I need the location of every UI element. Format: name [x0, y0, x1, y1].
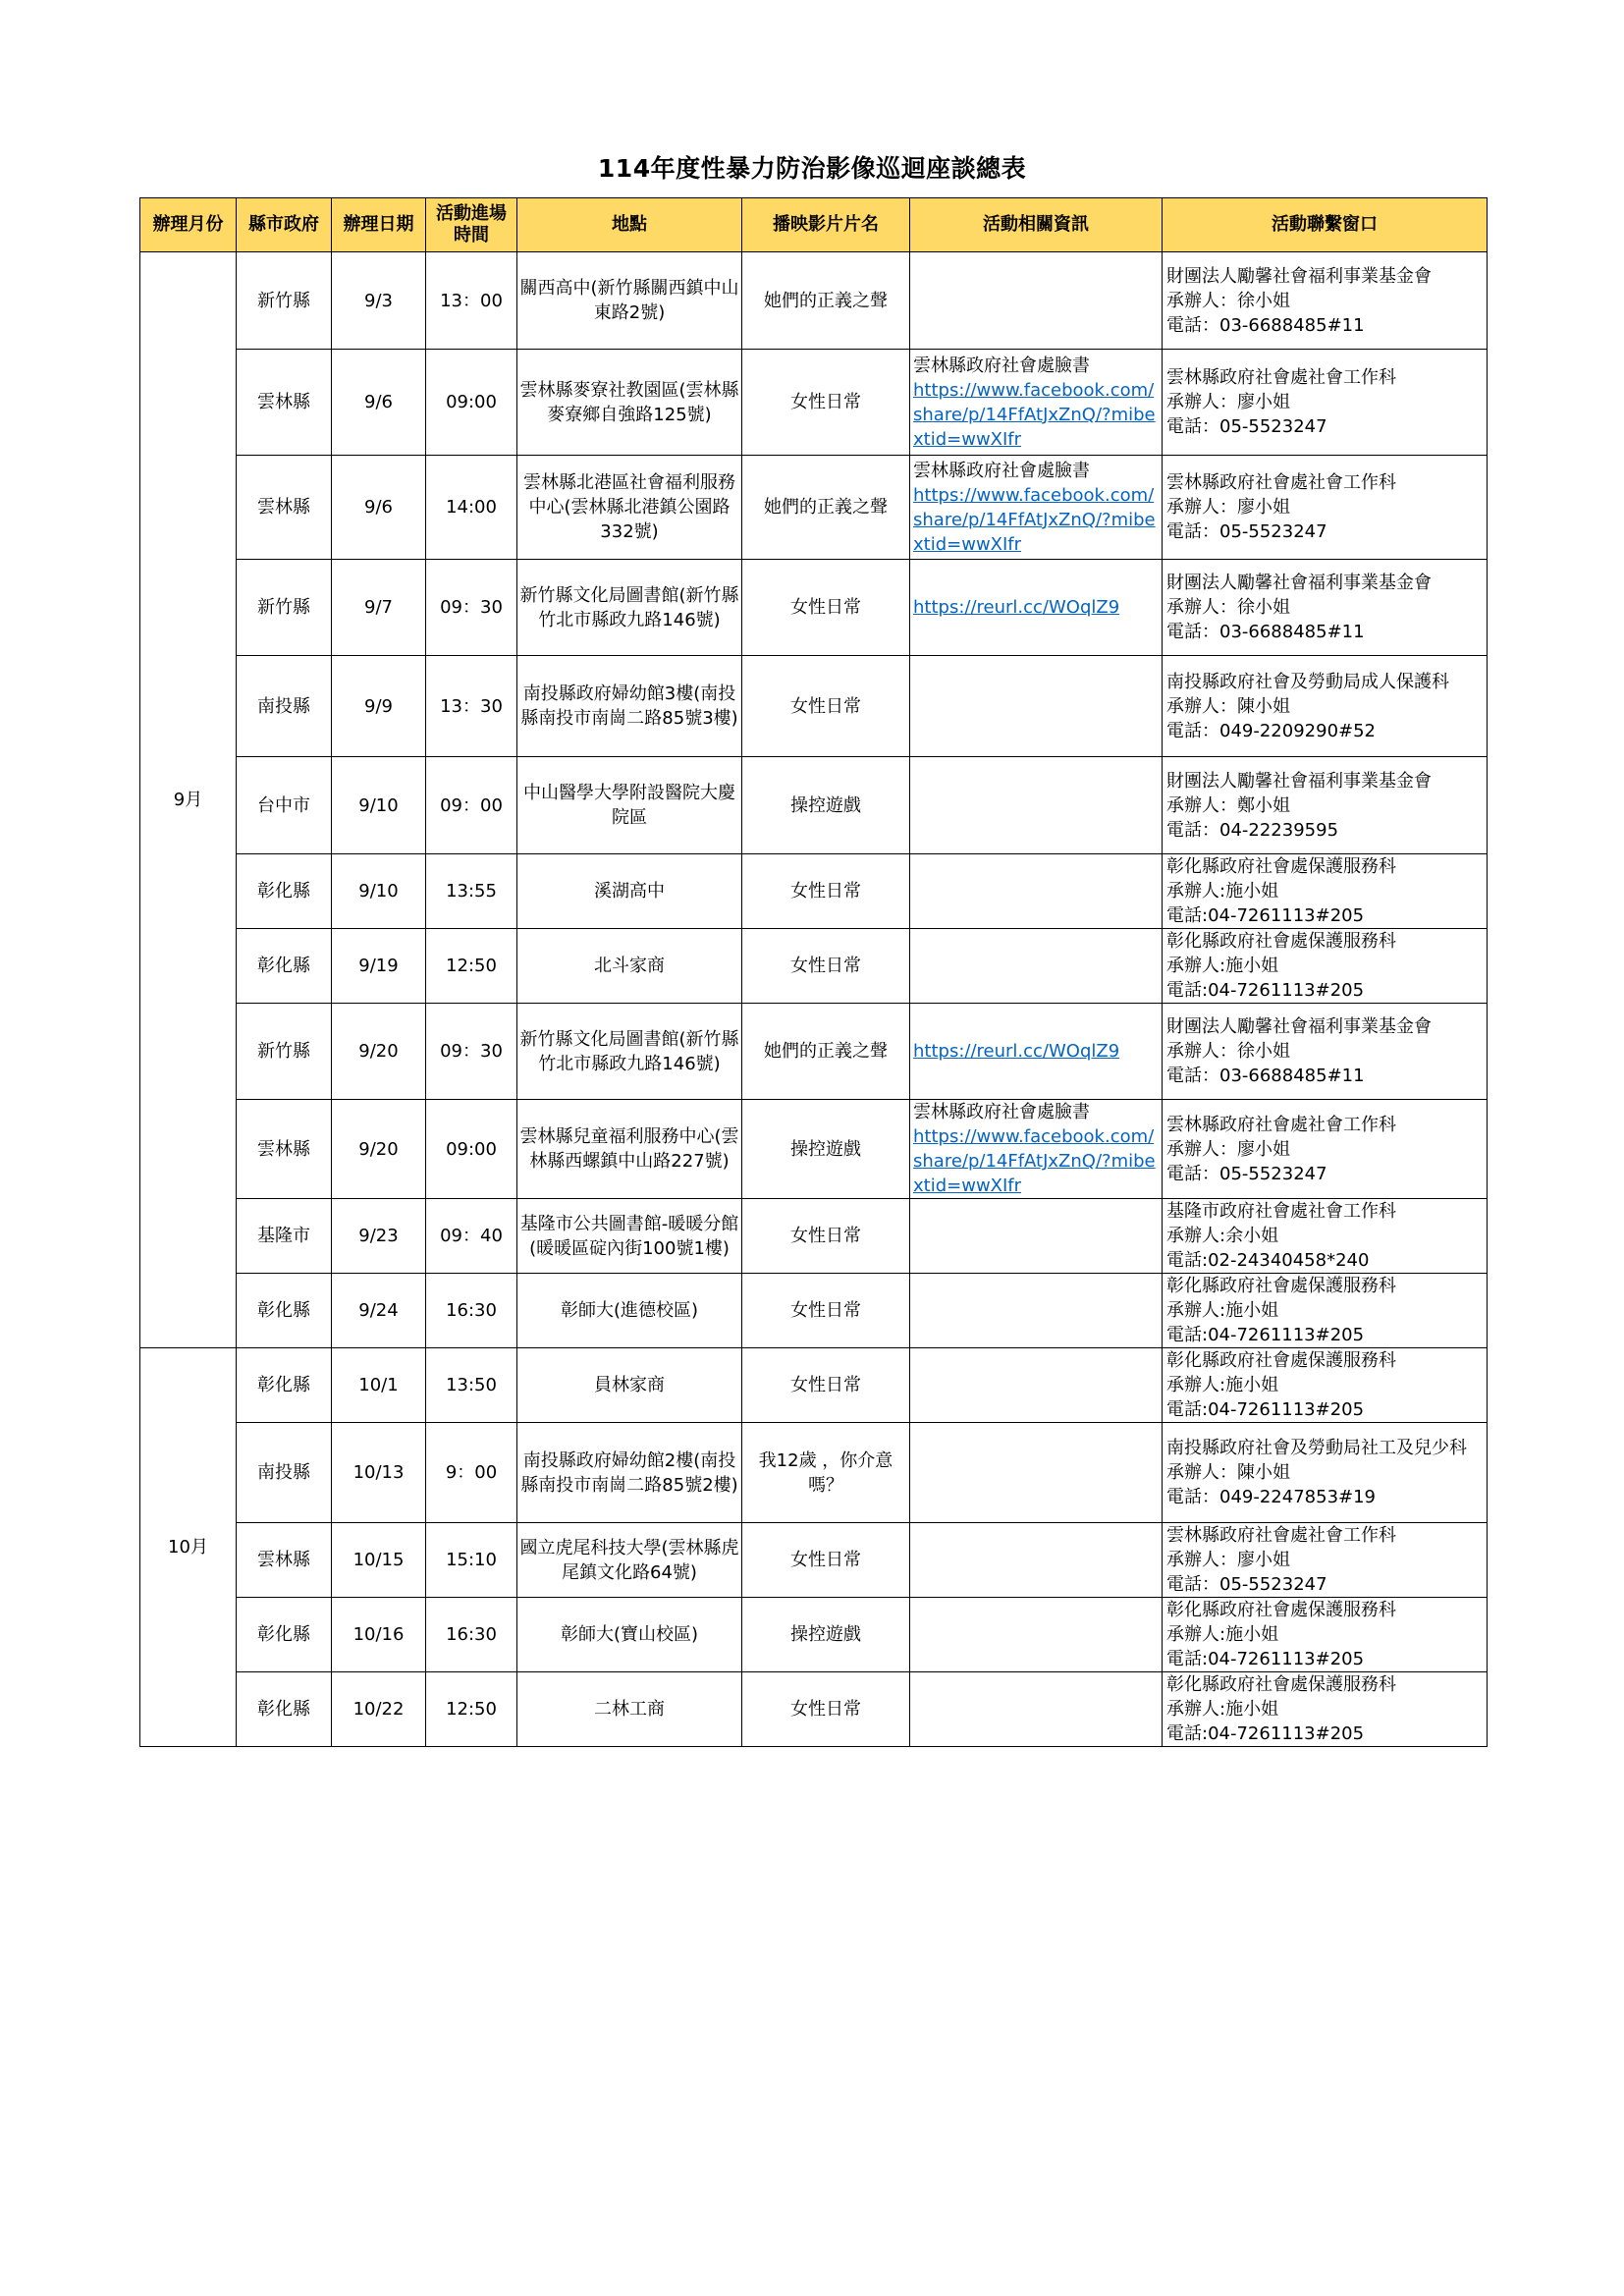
- time-cell: 09:00: [426, 350, 517, 456]
- header-time: 活動進場時間: [426, 198, 517, 252]
- film-cell: 女性日常: [742, 560, 910, 656]
- info-cell: [910, 1672, 1163, 1747]
- date-cell: 9/10: [332, 757, 426, 854]
- venue-cell: 雲林縣兒童福利服務中心(雲林縣西螺鎮中山路227號): [517, 1100, 742, 1199]
- time-cell: 9：00: [426, 1423, 517, 1523]
- contact-line: 承辦人：陳小姐: [1166, 695, 1290, 717]
- header-film: 播映影片片名: [742, 198, 910, 252]
- date-cell: 9/6: [332, 350, 426, 456]
- venue-cell: 新竹縣文化局圖書館(新竹縣竹北市縣政九路146號): [517, 560, 742, 656]
- info-text: 雲林縣政府社會處臉書: [913, 460, 1090, 481]
- county-cell: 新竹縣: [237, 252, 332, 350]
- film-cell: 女性日常: [742, 1672, 910, 1747]
- contact-cell: [1163, 1199, 1488, 1274]
- county-cell: 彰化縣: [237, 1348, 332, 1423]
- month-cell: 10月: [140, 1348, 237, 1747]
- contact-line: 財團法人勵馨社會福利事業基金會: [1166, 1016, 1432, 1037]
- contact-line: 電話：049-2209290#52: [1166, 720, 1377, 741]
- contact-line: 承辦人：廖小姐: [1166, 392, 1290, 412]
- info-cell: [910, 252, 1163, 350]
- county-cell: 雲林縣: [237, 350, 332, 456]
- contact-line: 電話:04-7261113#205: [1166, 905, 1365, 926]
- contact-line: 彰化縣政府社會處保護服務科: [1166, 1276, 1396, 1296]
- film-cell: 女性日常: [742, 929, 910, 1004]
- contact-line: 承辦人:施小姐: [1166, 956, 1279, 976]
- table-row: [140, 929, 1488, 1004]
- county-cell: 彰化縣: [237, 1274, 332, 1348]
- date-cell: 9/9: [332, 656, 426, 757]
- header-county: 縣市政府: [237, 198, 332, 252]
- info-link[interactable]: https://www.facebook.com/share/p/14FfAtJxZnQ/?mibextid=wwXIfr: [913, 1126, 1156, 1196]
- county-cell: 南投縣: [237, 656, 332, 757]
- venue-cell: 國立虎尾科技大學(雲林縣虎尾鎮文化路64號): [517, 1523, 742, 1598]
- time-cell: 13:55: [426, 854, 517, 929]
- info-cell[interactable]: [910, 1004, 1163, 1100]
- time-cell: 09：30: [426, 560, 517, 656]
- venue-cell: 彰師大(進德校區): [517, 1274, 742, 1348]
- venue-cell: 南投縣政府婦幼館2樓(南投縣南投市南崗二路85號2樓): [517, 1423, 742, 1523]
- film-cell: 她們的正義之聲: [742, 1004, 910, 1100]
- contact-line: 彰化縣政府社會處保護服務科: [1166, 1674, 1396, 1695]
- venue-cell: 關西高中(新竹縣關西鎮中山東路2號): [517, 252, 742, 350]
- table-row: [140, 1004, 1488, 1100]
- date-cell: 9/20: [332, 1100, 426, 1199]
- venue-cell: 雲林縣北港區社會福利服務中心(雲林縣北港鎮公園路332號): [517, 456, 742, 560]
- film-cell: 女性日常: [742, 1348, 910, 1423]
- date-cell: 9/10: [332, 854, 426, 929]
- table-row: [140, 1274, 1488, 1348]
- info-cell: [910, 656, 1163, 757]
- info-cell[interactable]: [910, 350, 1163, 456]
- contact-line: 承辦人:施小姐: [1166, 881, 1279, 902]
- table-row: [140, 1598, 1488, 1672]
- contact-cell: [1163, 929, 1488, 1004]
- time-cell: 13：30: [426, 656, 517, 757]
- film-cell: 女性日常: [742, 656, 910, 757]
- info-cell: [910, 757, 1163, 854]
- contact-line: 電話:04-7261113#205: [1166, 980, 1365, 1001]
- county-cell: 基隆市: [237, 1199, 332, 1274]
- contact-line: 承辦人:施小姐: [1166, 1375, 1279, 1395]
- info-cell: [910, 1423, 1163, 1523]
- contact-line: 承辦人：廖小姐: [1166, 497, 1290, 518]
- header-contact: 活動聯繫窗口: [1163, 198, 1488, 252]
- contact-line: 承辦人：陳小姐: [1166, 1462, 1290, 1483]
- header-info: 活動相關資訊: [910, 198, 1163, 252]
- time-cell: 09：40: [426, 1199, 517, 1274]
- venue-cell: 新竹縣文化局圖書館(新竹縣竹北市縣政九路146號): [517, 1004, 742, 1100]
- venue-cell: 基隆市公共圖書館-暖暖分館(暖暖區碇內街100號1樓): [517, 1199, 742, 1274]
- date-cell: 9/24: [332, 1274, 426, 1348]
- county-cell: 南投縣: [237, 1423, 332, 1523]
- venue-cell: 二林工商: [517, 1672, 742, 1747]
- table-row: [140, 1348, 1488, 1423]
- date-cell: 10/15: [332, 1523, 426, 1598]
- date-cell: 9/23: [332, 1199, 426, 1274]
- contact-cell: [1163, 1348, 1488, 1423]
- contact-line: 承辦人:施小姐: [1166, 1624, 1279, 1645]
- time-cell: 14:00: [426, 456, 517, 560]
- info-cell: [910, 1598, 1163, 1672]
- table-body: [140, 252, 1488, 1747]
- month-cell: 9月: [140, 252, 237, 1348]
- county-cell: 雲林縣: [237, 1523, 332, 1598]
- info-text: 雲林縣政府社會處臉書: [913, 1102, 1090, 1122]
- contact-line: 電話：05-5523247: [1166, 416, 1327, 437]
- date-cell: 10/22: [332, 1672, 426, 1747]
- contact-line: 承辦人:施小姐: [1166, 1699, 1279, 1720]
- contact-cell: [1163, 1672, 1488, 1747]
- info-link[interactable]: https://reurl.cc/WOqlZ9: [913, 597, 1120, 618]
- contact-line: 電話:04-7261113#205: [1166, 1325, 1365, 1345]
- contact-line: 電話：04-22239595: [1166, 819, 1339, 841]
- table-row: [140, 1523, 1488, 1598]
- time-cell: 13：00: [426, 252, 517, 350]
- contact-line: 雲林縣政府社會處社會工作科: [1166, 1525, 1396, 1546]
- time-cell: 09：00: [426, 757, 517, 854]
- contact-line: 雲林縣政府社會處社會工作科: [1166, 367, 1396, 388]
- contact-line: 電話：05-5523247: [1166, 1163, 1327, 1184]
- contact-cell: [1163, 1100, 1488, 1199]
- contact-line: 電話：03-6688485#11: [1166, 314, 1365, 336]
- film-cell: 女性日常: [742, 350, 910, 456]
- info-cell: [910, 929, 1163, 1004]
- contact-line: 承辦人：鄭小姐: [1166, 794, 1290, 816]
- contact-cell: [1163, 656, 1488, 757]
- county-cell: 彰化縣: [237, 1672, 332, 1747]
- contact-line: 雲林縣政府社會處社會工作科: [1166, 1114, 1396, 1135]
- film-cell: 她們的正義之聲: [742, 456, 910, 560]
- date-cell: 9/7: [332, 560, 426, 656]
- contact-line: 電話：03-6688485#11: [1166, 1066, 1365, 1086]
- schedule-table: [139, 197, 1488, 1747]
- county-cell: 雲林縣: [237, 1100, 332, 1199]
- contact-line: 承辦人:施小姐: [1166, 1300, 1279, 1321]
- date-cell: 10/1: [332, 1348, 426, 1423]
- county-cell: 彰化縣: [237, 854, 332, 929]
- time-cell: 16:30: [426, 1274, 517, 1348]
- venue-cell: 彰師大(寶山校區): [517, 1598, 742, 1672]
- table-row: [140, 560, 1488, 656]
- table-row: [140, 1199, 1488, 1274]
- contact-line: 基隆市政府社會處社會工作科: [1166, 1201, 1396, 1222]
- county-cell: 彰化縣: [237, 1598, 332, 1672]
- contact-cell: [1163, 757, 1488, 854]
- county-cell: 彰化縣: [237, 929, 332, 1004]
- date-cell: 9/20: [332, 1004, 426, 1100]
- contact-line: 電話:04-7261113#205: [1166, 1399, 1365, 1420]
- table-row: [140, 757, 1488, 854]
- contact-line: 電話:04-7261113#205: [1166, 1649, 1365, 1669]
- header-date: 辦理日期: [332, 198, 426, 252]
- contact-line: 財團法人勵馨社會福利事業基金會: [1166, 770, 1432, 792]
- time-cell: 16:30: [426, 1598, 517, 1672]
- contact-line: 電話：03-6688485#11: [1166, 622, 1365, 642]
- film-cell: 女性日常: [742, 854, 910, 929]
- info-link[interactable]: https://www.facebook.com/share/p/14FfAtJxZnQ/?mibextid=wwXIfr: [913, 484, 1156, 555]
- contact-cell: [1163, 560, 1488, 656]
- header-row: [140, 198, 1488, 252]
- film-cell: 她們的正義之聲: [742, 252, 910, 350]
- date-cell: 9/3: [332, 252, 426, 350]
- date-cell: 10/13: [332, 1423, 426, 1523]
- contact-line: 承辦人：徐小姐: [1166, 1041, 1290, 1062]
- contact-line: 電話:02-24340458*240: [1166, 1250, 1370, 1271]
- contact-cell: [1163, 1274, 1488, 1348]
- venue-cell: 中山醫學大學附設醫院大慶院區: [517, 757, 742, 854]
- county-cell: 新竹縣: [237, 1004, 332, 1100]
- time-cell: 15:10: [426, 1523, 517, 1598]
- venue-cell: 員林家商: [517, 1348, 742, 1423]
- contact-line: 承辦人：廖小姐: [1166, 1550, 1290, 1570]
- time-cell: 09:00: [426, 1100, 517, 1199]
- info-cell[interactable]: [910, 1100, 1163, 1199]
- contact-cell: [1163, 252, 1488, 350]
- contact-line: 南投縣政府社會及勞動局成人保護科: [1166, 671, 1449, 692]
- film-cell: 操控遊戲: [742, 1598, 910, 1672]
- venue-cell: 北斗家商: [517, 929, 742, 1004]
- table-row: [140, 252, 1488, 350]
- contact-line: 承辦人:余小姐: [1166, 1226, 1279, 1246]
- document-title: 114年度性暴力防治影像巡迴座談總表: [597, 154, 1027, 183]
- time-cell: 13:50: [426, 1348, 517, 1423]
- date-cell: 9/6: [332, 456, 426, 560]
- contact-cell: [1163, 1598, 1488, 1672]
- contact-line: 彰化縣政府社會處保護服務科: [1166, 1350, 1396, 1371]
- contact-line: 電話：049-2247853#19: [1166, 1487, 1377, 1507]
- contact-line: 彰化縣政府社會處保護服務科: [1166, 1600, 1396, 1620]
- contact-cell: [1163, 1423, 1488, 1523]
- contact-line: 財團法人勵馨社會福利事業基金會: [1166, 265, 1432, 287]
- header-venue: 地點: [517, 198, 742, 252]
- film-cell: 女性日常: [742, 1523, 910, 1598]
- film-cell: 操控遊戲: [742, 1100, 910, 1199]
- info-link[interactable]: https://www.facebook.com/share/p/14FfAtJxZnQ/?mibextid=wwXIfr: [913, 379, 1156, 450]
- info-cell: [910, 1274, 1163, 1348]
- table-row: [140, 656, 1488, 757]
- date-cell: 10/16: [332, 1598, 426, 1672]
- contact-cell: [1163, 1523, 1488, 1598]
- contact-cell: [1163, 1004, 1488, 1100]
- contact-line: 承辦人：廖小姐: [1166, 1138, 1290, 1160]
- film-cell: 我12歲 ，你介意嗎？: [742, 1423, 910, 1523]
- county-cell: 雲林縣: [237, 456, 332, 560]
- venue-cell: 溪湖高中: [517, 854, 742, 929]
- film-cell: 操控遊戲: [742, 757, 910, 854]
- contact-line: 電話:04-7261113#205: [1166, 1723, 1365, 1744]
- contact-line: 財團法人勵馨社會福利事業基金會: [1166, 573, 1432, 593]
- table-row: [140, 854, 1488, 929]
- table-row: [140, 1423, 1488, 1523]
- table-row: [140, 1100, 1488, 1199]
- header-month: 辦理月份: [140, 198, 237, 252]
- contact-cell: [1163, 456, 1488, 560]
- venue-cell: 雲林縣麥寮社教園區(雲林縣麥寮鄉自強路125號): [517, 350, 742, 456]
- info-cell: [910, 1523, 1163, 1598]
- venue-cell: 南投縣政府婦幼館3樓(南投縣南投市南崗二路85號3樓): [517, 656, 742, 757]
- info-cell[interactable]: [910, 560, 1163, 656]
- info-cell: [910, 1348, 1163, 1423]
- table-row: [140, 456, 1488, 560]
- time-cell: 09：30: [426, 1004, 517, 1100]
- time-cell: 12:50: [426, 929, 517, 1004]
- info-cell: [910, 854, 1163, 929]
- contact-line: 彰化縣政府社會處保護服務科: [1166, 856, 1396, 877]
- film-cell: 女性日常: [742, 1274, 910, 1348]
- date-cell: 9/19: [332, 929, 426, 1004]
- contact-cell: [1163, 854, 1488, 929]
- table-row: [140, 350, 1488, 456]
- film-cell: 女性日常: [742, 1199, 910, 1274]
- contact-line: 承辦人：徐小姐: [1166, 597, 1290, 618]
- info-link[interactable]: https://reurl.cc/WOqlZ9: [913, 1041, 1120, 1062]
- county-cell: 台中市: [237, 757, 332, 854]
- info-cell[interactable]: [910, 456, 1163, 560]
- contact-cell: [1163, 350, 1488, 456]
- contact-line: 南投縣政府社會及勞動局社工及兒少科: [1166, 1438, 1467, 1458]
- contact-line: 雲林縣政府社會處社會工作科: [1166, 472, 1396, 493]
- contact-line: 彰化縣政府社會處保護服務科: [1166, 931, 1396, 952]
- time-cell: 12:50: [426, 1672, 517, 1747]
- contact-line: 電話：05-5523247: [1166, 521, 1327, 542]
- table-row: [140, 1672, 1488, 1747]
- county-cell: 新竹縣: [237, 560, 332, 656]
- info-cell: [910, 1199, 1163, 1274]
- info-text: 雲林縣政府社會處臉書: [913, 355, 1090, 376]
- contact-line: 電話：05-5523247: [1166, 1574, 1327, 1595]
- contact-line: 承辦人：徐小姐: [1166, 290, 1290, 311]
